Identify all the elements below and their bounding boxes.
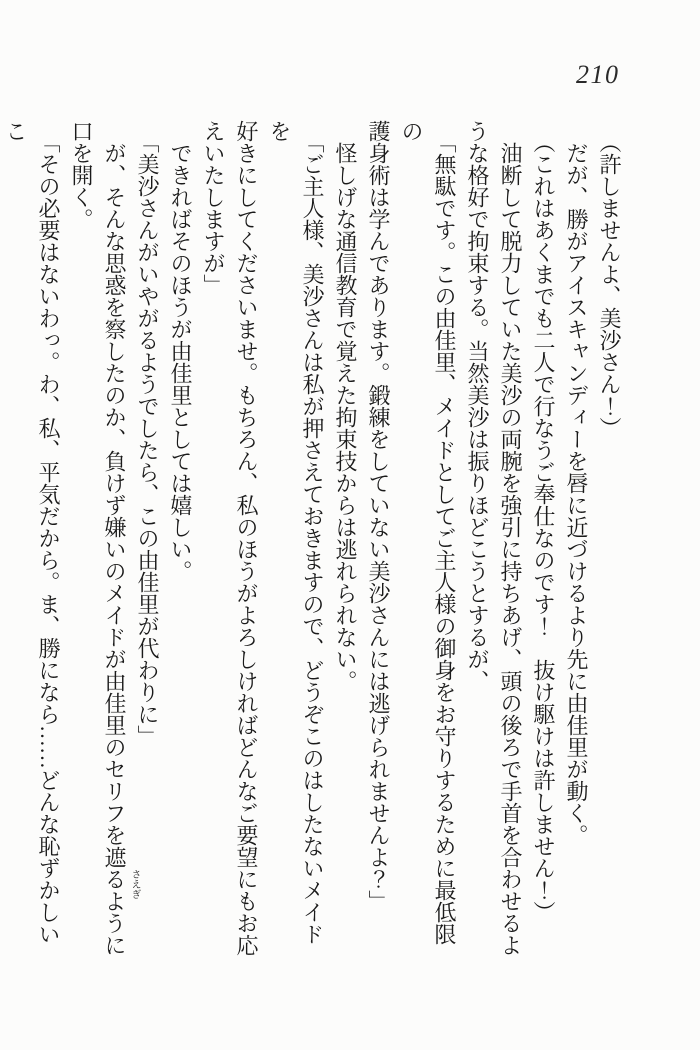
ruby-base: 遮 — [102, 846, 127, 868]
text-block — [0, 120, 626, 960]
text-segment-post: るように — [102, 868, 127, 956]
text-column-11: えいたしますが」 — [201, 120, 226, 296]
text-column-7: 護身術は学んであります。鍛練をしていない美沙さんには逃げられませんよ？」 — [366, 120, 391, 912]
text-column-5: うな格好で拘束する。当然美沙は振りほどこうとするが、 — [465, 120, 490, 692]
ruby-annotated-word — [102, 846, 140, 899]
text-column-12: できればそのほうが由佳里としては嬉しい。 — [168, 142, 193, 582]
text-column-6: 「無駄です。この由佳里、メイドとしてご主人様の御身をお守りするために最低限の — [399, 120, 457, 945]
text-segment-pre: が、そんな思惑を察したのか、負けず嫌いのメイドが由佳里のセリフを — [102, 142, 127, 846]
furigana-label: さえぎ — [129, 869, 140, 899]
text-column-8: 怪しげな通信教育で覚えた拘束技からは逃れられない。 — [333, 142, 358, 692]
text-column-10: 好きにしてくださいませ。もちろん、私のほうがよろしければどんなご要望にもお応 — [234, 120, 259, 956]
text-column-16: 「その必要はないわっ。わ、私、平気だから。ま、勝になら……どんな恥ずかしいこ — [3, 120, 61, 945]
text-column-4: 油断して脱力していた美沙の両腕を強引に持ちあげ、頭の後ろで手首を合わせるよ — [498, 142, 523, 956]
text-column-9: 「ご主人様、美沙さんは私が押さえておきますので、どうぞこのはしたないメイドを — [267, 120, 325, 945]
text-column-1: （許しませんよ、美沙さん！） — [597, 131, 622, 439]
text-column-15: 口を開く。 — [69, 120, 94, 230]
text-column-13: 「美沙さんがいやがるようでしたら、この由佳里が代わりに」 — [135, 131, 160, 747]
page-number: 210 — [576, 60, 620, 89]
text-column-14 — [98, 120, 140, 960]
text-column-2: だが、勝がアイスキャンディーを唇に近づけるより先に由佳里が動く。 — [564, 142, 589, 846]
text-column-3: （これはあくまでも二人で行なうご奉仕なのです！ 抜け駆けは許しません！） — [531, 131, 556, 923]
